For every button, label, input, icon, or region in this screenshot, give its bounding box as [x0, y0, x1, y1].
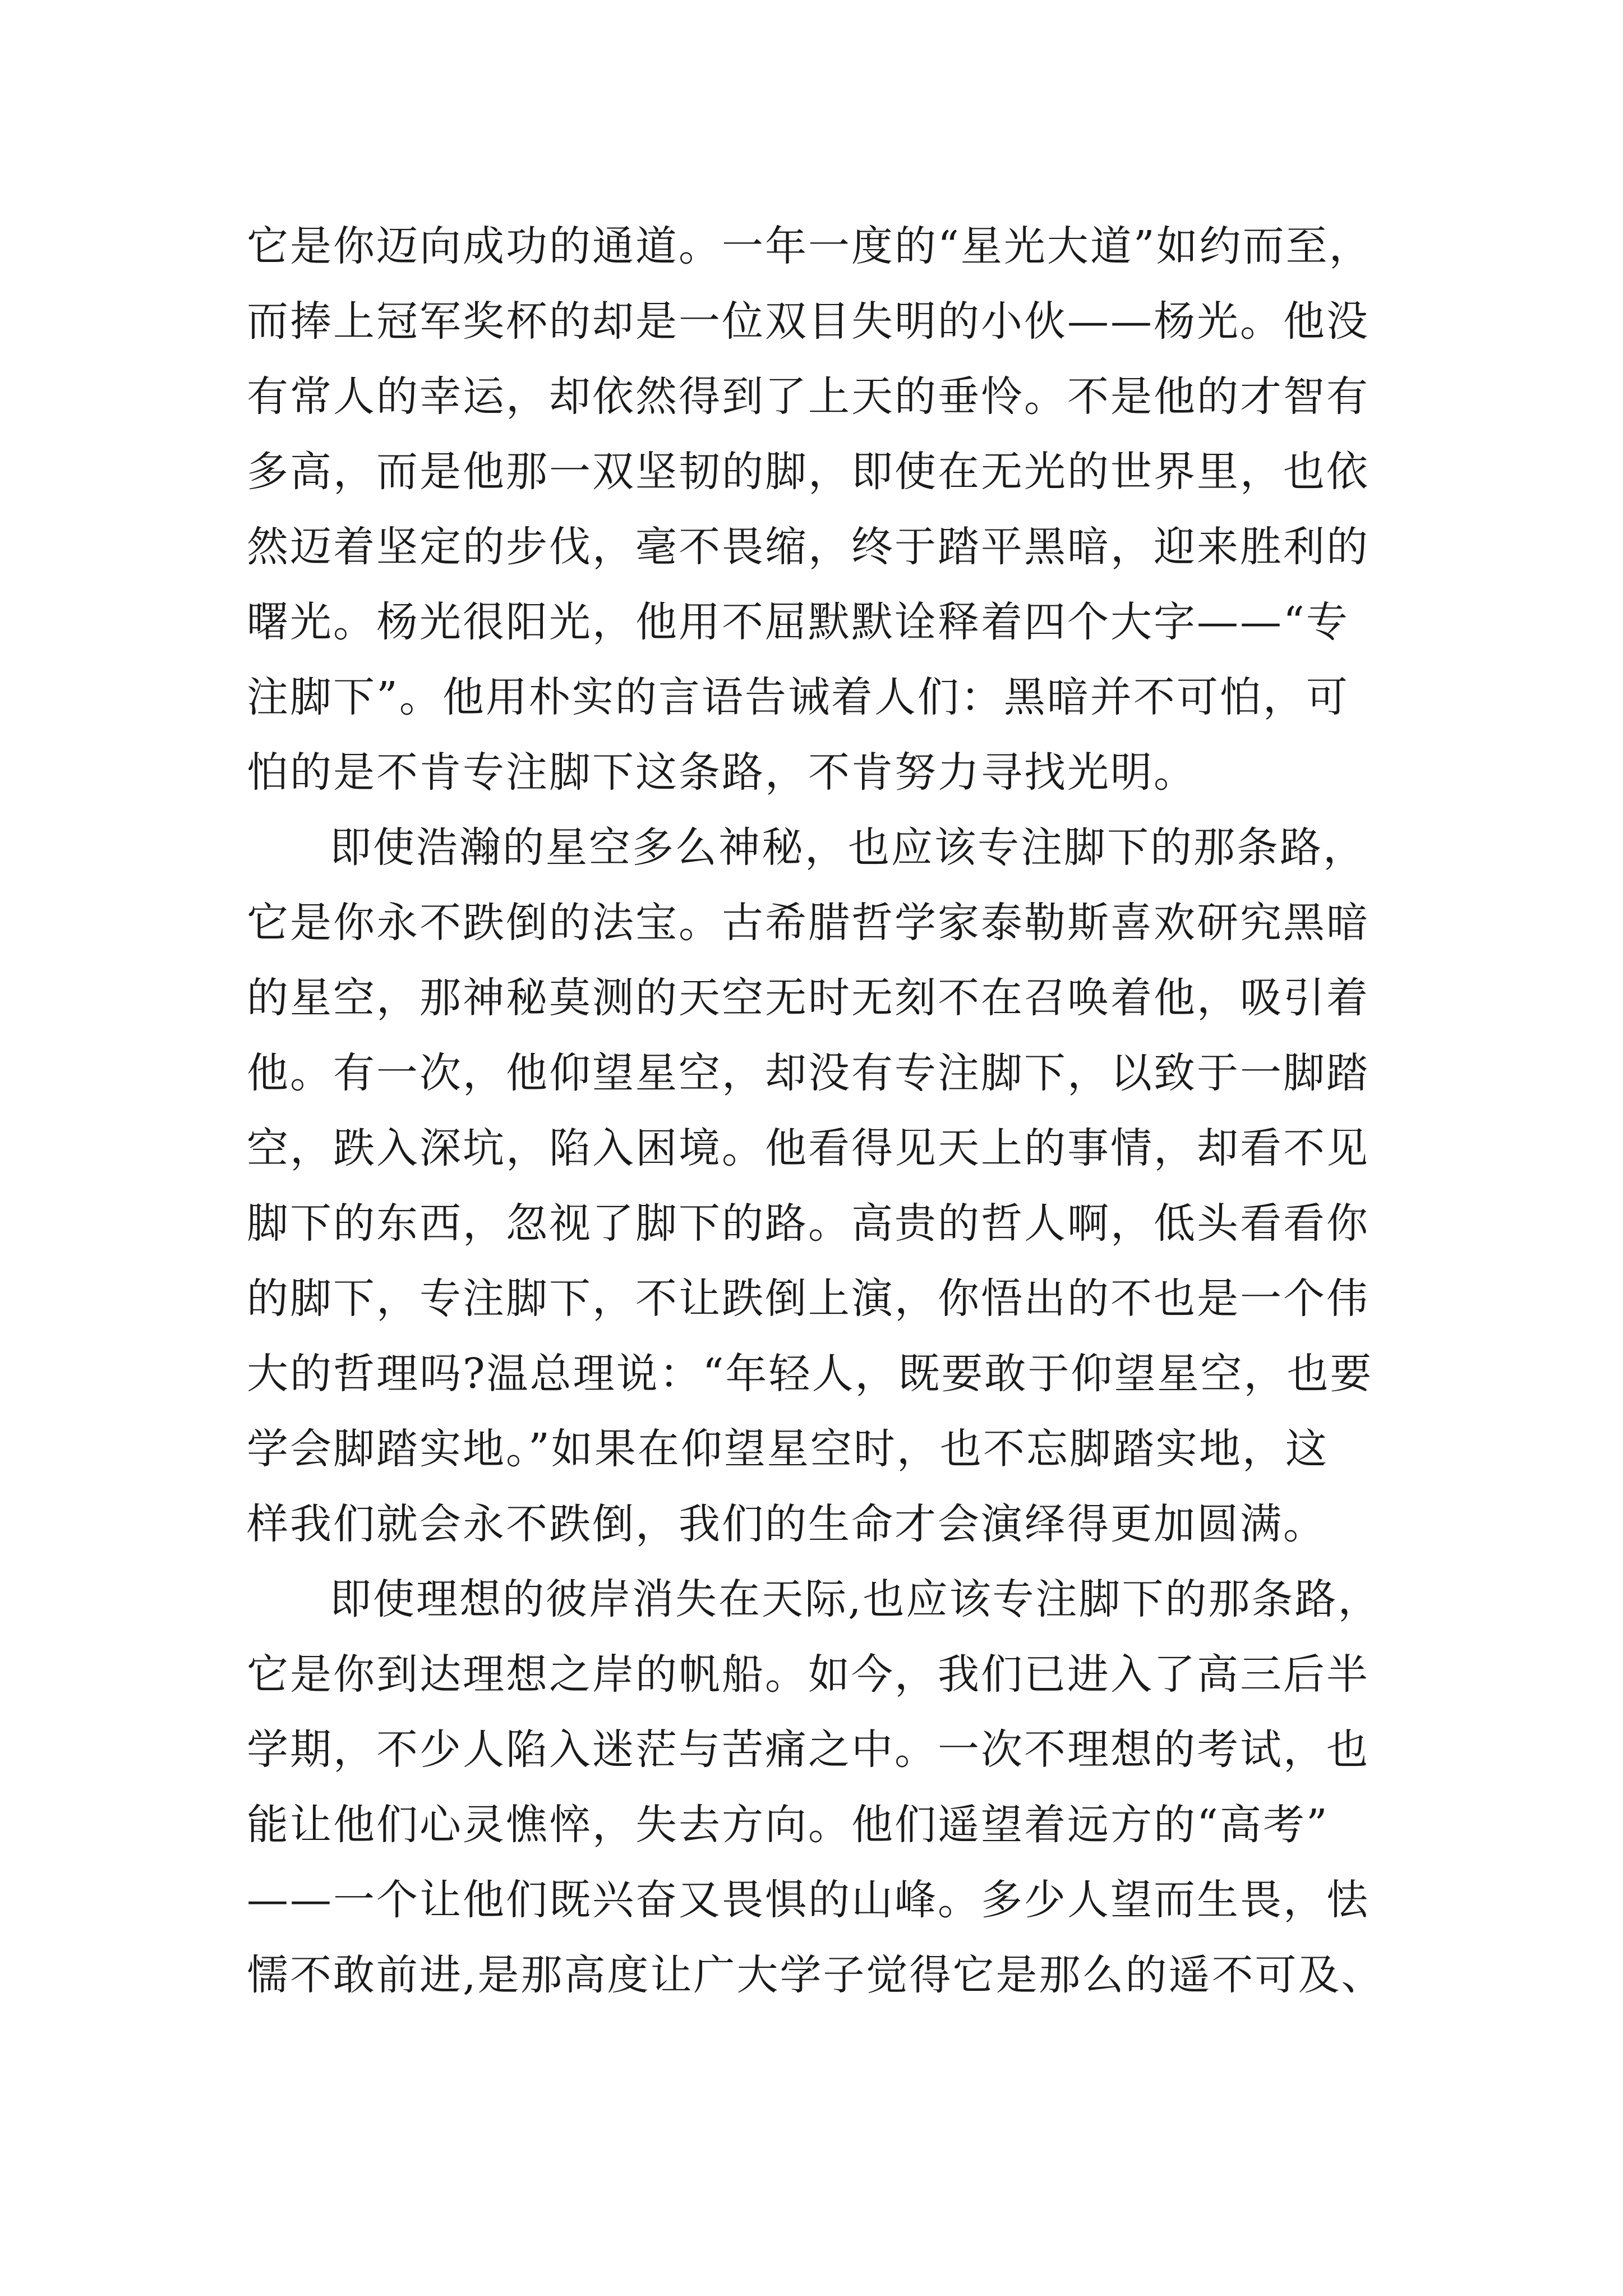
text-line: 学会脚踏实地。”如果在仰望星空时，也不忘脚踏实地，这: [247, 1425, 1329, 1473]
text-line: 空，跌入深坑，陷入困境。他看得见天上的事情，却看不见: [247, 1124, 1370, 1172]
text-line: 它是你永不跌倒的法宝。古希腊哲学家泰勒斯喜欢研究黑暗: [247, 899, 1370, 947]
paragraph-1: [247, 209, 1380, 810]
text-line: 他。有一次，他仰望星空，却没有专注脚下，以致于一脚踏: [247, 1049, 1370, 1097]
text-line: 能让他们心灵憔悴，失去方向。他们遥望着远方的“高考”: [247, 1801, 1329, 1849]
text-line: 注脚下”。他用朴实的言语告诫着人们：黑暗并不可怕，可: [247, 673, 1349, 721]
text-line: 大的哲理吗?温总理说：“年轻人，既要敢于仰望星空，也要: [247, 1350, 1373, 1398]
text-line: ——一个让他们既兴奋又畏惧的山峰。多少人望而生畏，怯: [247, 1876, 1370, 1924]
text-line: 懦不敢前进,是那高度让广大学子觉得它是那么的遥不可及、: [247, 1951, 1385, 1999]
text-line: 有常人的幸运，却依然得到了上天的垂怜。不是他的才智有: [247, 372, 1370, 421]
text-line: 它是你迈向成功的通道。一年一度的“星光大道”如约而至，: [247, 222, 1372, 270]
text-line: 即使浩瀚的星空多么神秘，也应该专注脚下的那条路，: [330, 823, 1366, 872]
text-line: 学期，不少人陷入迷茫与苦痛之中。一次不理想的考试，也: [247, 1726, 1370, 1774]
text-line: 怕的是不肯专注脚下这条路，不肯努力寻找光明。: [247, 748, 1197, 797]
text-line: 它是你到达理想之岸的帆船。如今，我们已进入了高三后半: [247, 1650, 1370, 1699]
text-line: 而捧上冠军奖杯的却是一位双目失明的小伙——杨光。他没: [247, 297, 1370, 346]
text-line: 的脚下，专注脚下，不让跌倒上演，你悟出的不也是一个伟: [247, 1274, 1370, 1323]
text-line: 曙光。杨光很阳光，他用不屈默默诠释着四个大字——“专: [247, 598, 1349, 646]
text-line: 多高，而是他那一双坚韧的脚，即使在无光的世界里，也依: [247, 448, 1370, 496]
paragraph-3: [247, 1562, 1385, 2013]
text-line: 样我们就会永不跌倒，我们的生命才会演绎得更加圆满。: [247, 1500, 1326, 1548]
text-line: 的星空，那神秘莫测的天空无时无刻不在召唤着他，吸引着: [247, 974, 1370, 1022]
body-text: [247, 209, 1385, 2013]
paragraph-2: [247, 810, 1380, 1562]
text-line: 即使理想的彼岸消失在天际,也应该专注脚下的那条路，: [330, 1575, 1381, 1623]
text-line: 然迈着坚定的步伐，毫不畏缩，终于踏平黑暗，迎来胜利的: [247, 523, 1370, 571]
text-line: 脚下的东西，忽视了脚下的路。高贵的哲人啊，低头看看你: [247, 1199, 1370, 1248]
